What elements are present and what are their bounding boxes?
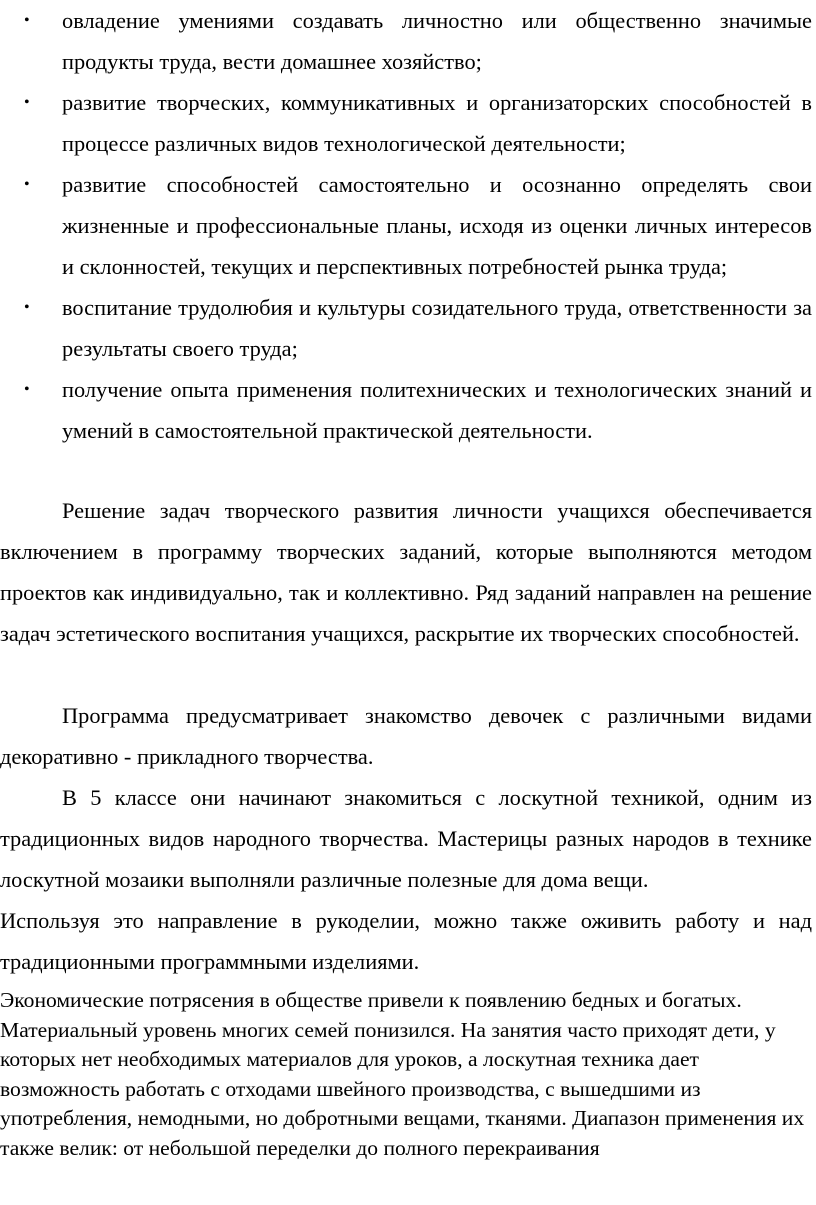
bullet-text: развитие творческих, коммуникативных и организаторских способностей в процессе различных видов технологической деятельности; (62, 90, 812, 156)
bullet-item (0, 0, 812, 82)
paragraph: Решение задач творческого развития личности учащихся обеспечивается включением в программу творческих заданий, которые выполняются методом проектов как индивидуально, так и коллективно. Ряд заданий направлен на решение задач эстетического воспитания учащихся, раскрытие их творческих способностей. (0, 498, 812, 646)
bullet-list (0, 0, 816, 451)
bullet-icon: • (24, 176, 30, 193)
paragraph: В 5 классе они начинают знакомиться с лоскутной техникой, одним из традиционных видов народного творчества. Мастерицы разных народов в технике лоскутной мозаики выполняли различные полезные для дома вещи. (0, 785, 812, 892)
bullet-icon: • (24, 299, 30, 316)
bullet-icon: • (24, 381, 30, 398)
bullet-item (0, 164, 812, 287)
bullet-icon: • (24, 94, 30, 111)
bullet-item (0, 369, 812, 451)
bullet-text: овладение умениями создавать личностно или общественно значимые продукты труда, вести домашнее хозяйство; (62, 8, 812, 74)
paragraph: Экономические потрясения в обществе привели к появлению бедных и богатых. Материальный уровень многих семей понизился. На занятия часто приходят дети, у которых нет необходимых материалов для уроков, а лоскутная техника дает возможность работать с отходами швейного производства, с вышедшими из употребления, немодными, но добротными вещами, тканями. Диапазон применения их также велик: от небольшой переделки до полного перекраивания (0, 988, 805, 1160)
bullet-text: получение опыта применения политехнических и технологических знаний и умений в самостоятельной практической деятельности. (62, 377, 812, 443)
bullet-text: развитие способностей самостоятельно и осознанно определять свои жизненные и профессиональные планы, исходя из оценки личных интересов и склонностей, текущих и перспективных потребностей рынка труда; (62, 172, 812, 279)
bullet-item (0, 287, 812, 369)
bullet-icon: • (24, 12, 30, 29)
paragraph: Программа предусматривает знакомство девочек с различными видами декоративно - прикладного творчества. (0, 703, 812, 769)
bullet-text: воспитание трудолюбия и культуры созидательного труда, ответственности за результаты своего труда; (62, 295, 812, 361)
paragraph: Используя это направление в рукоделии, можно также оживить работу и над традиционными программными изделиями. (0, 908, 812, 974)
bullet-item (0, 82, 812, 164)
